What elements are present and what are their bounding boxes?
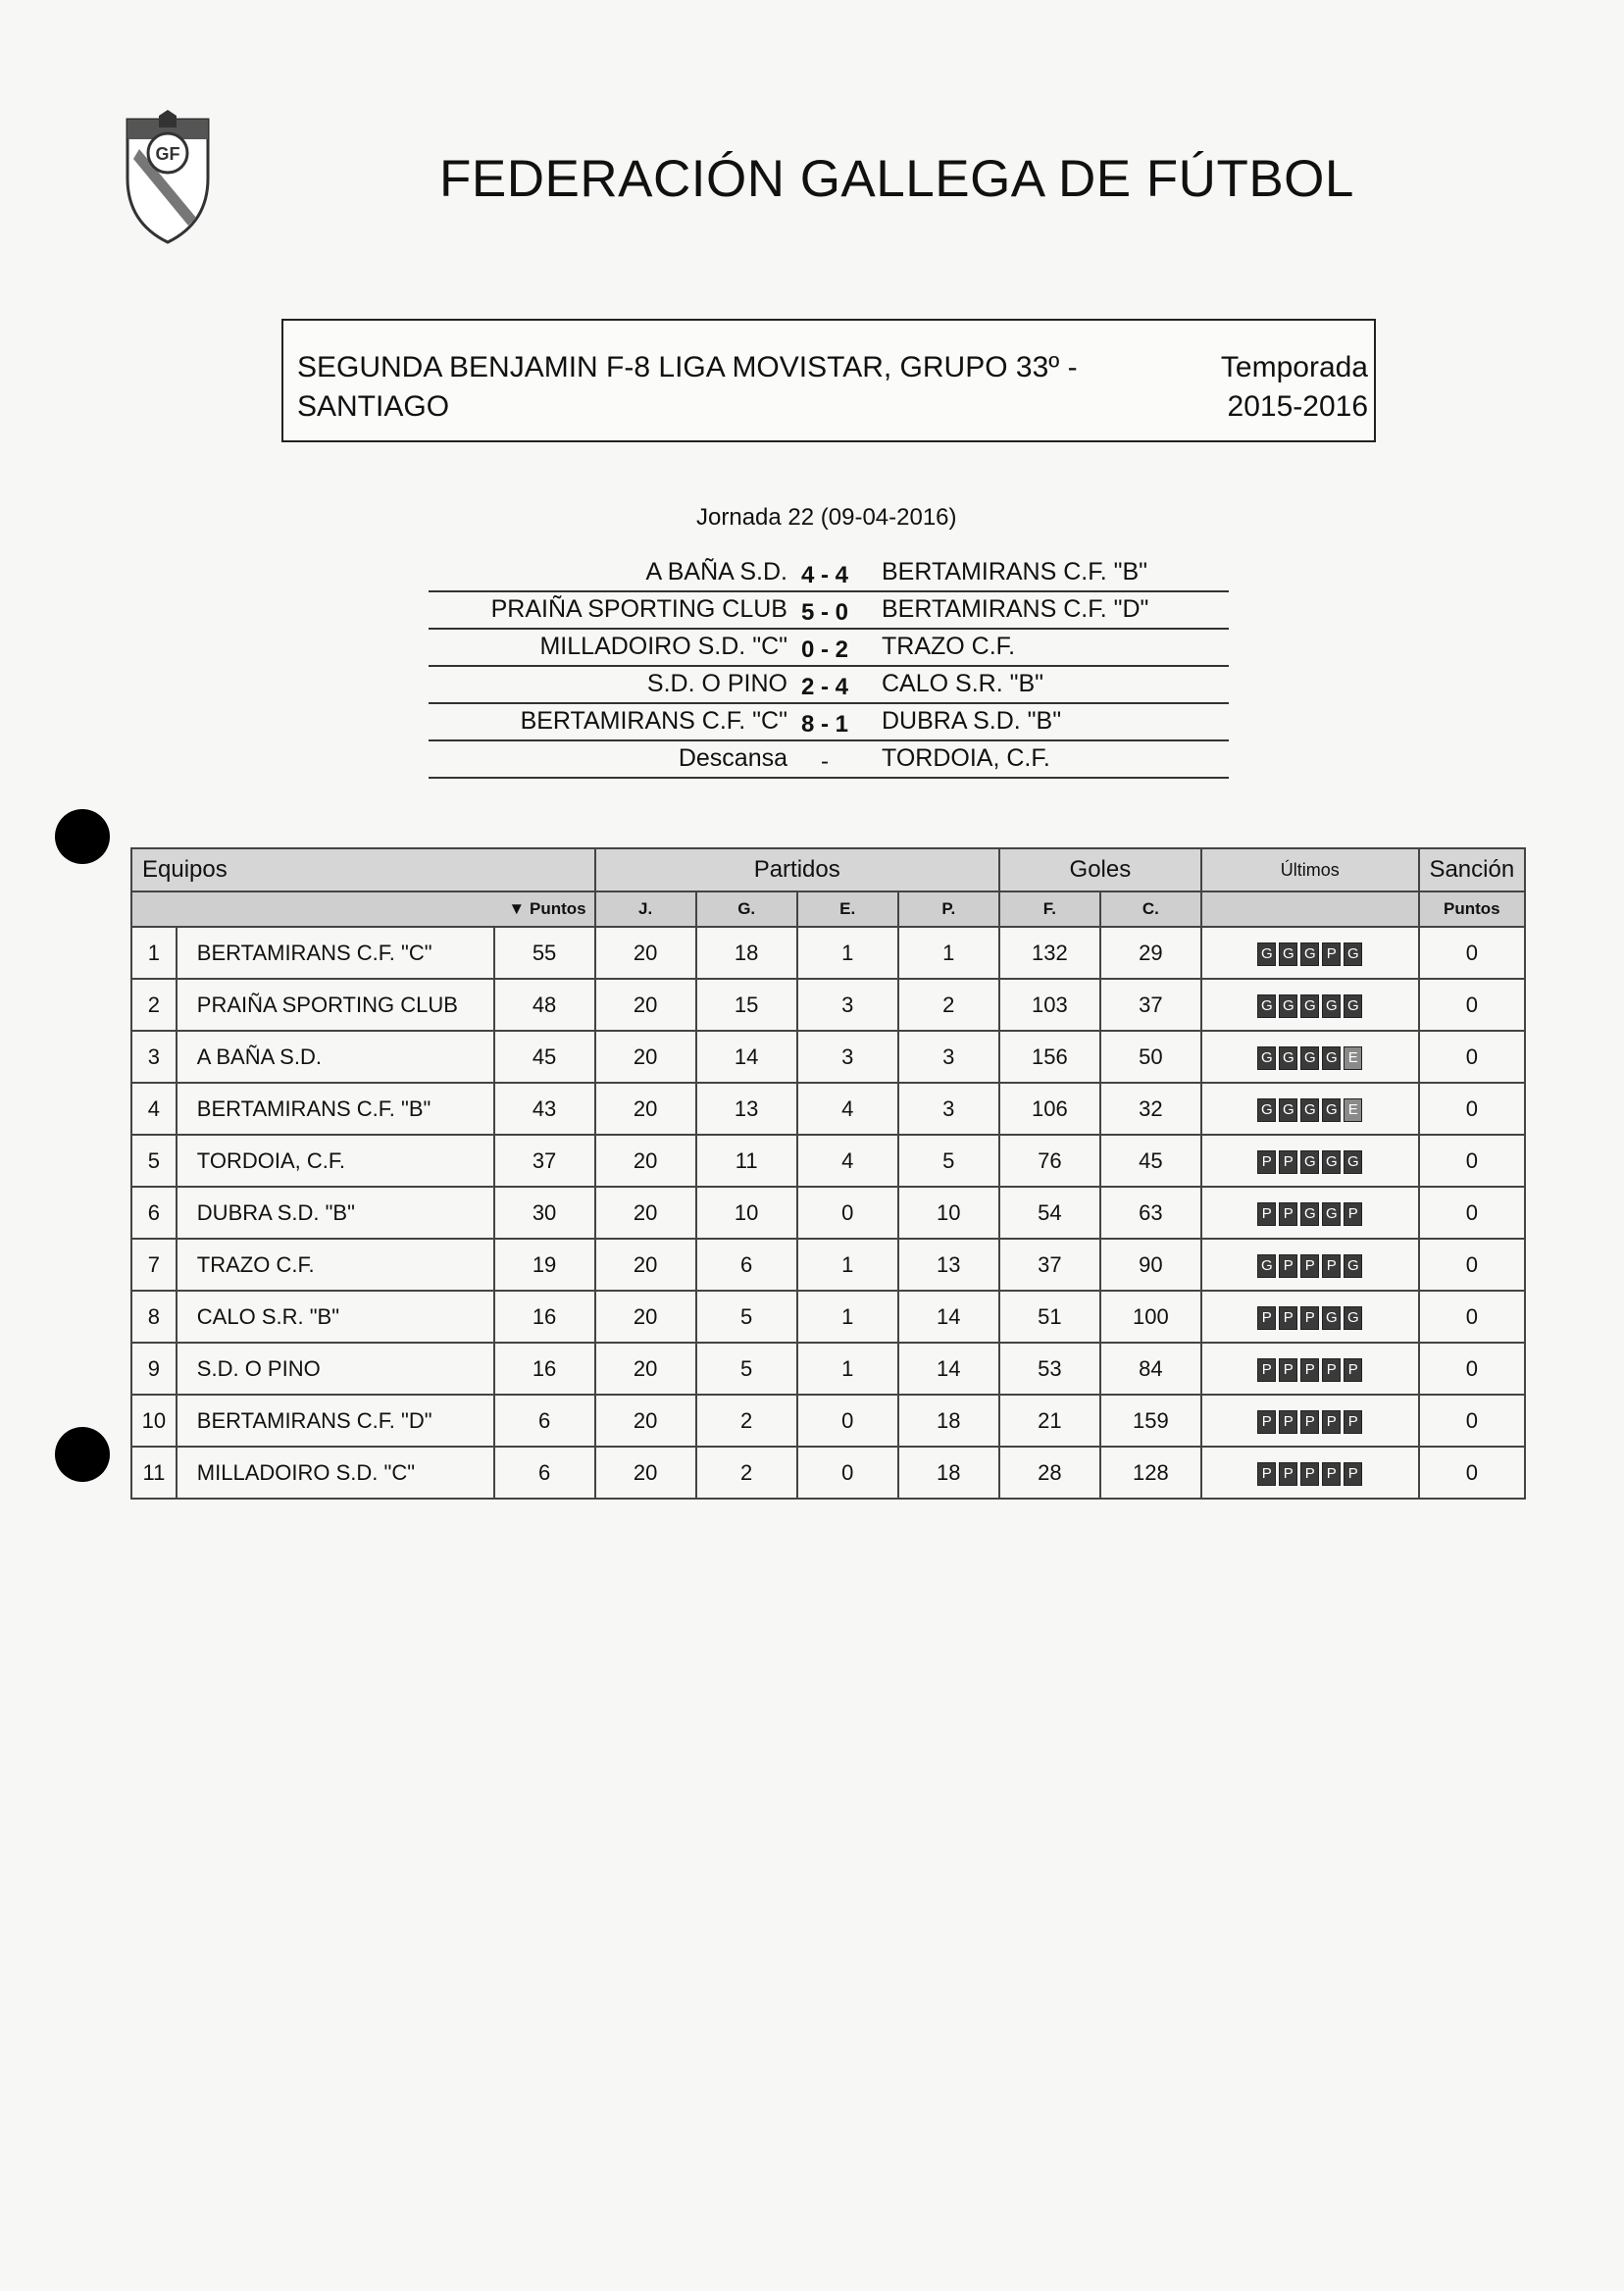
punch-hole — [55, 809, 110, 864]
form-badge: P — [1344, 1358, 1362, 1382]
last-results-cell — [1201, 927, 1419, 979]
form-badge: G — [1257, 942, 1276, 966]
form-badge: P — [1300, 1462, 1319, 1486]
form-badge: G — [1257, 1046, 1276, 1070]
goals-against-cell: 45 — [1100, 1135, 1201, 1187]
last-results-cell — [1201, 1187, 1419, 1239]
last-results-cell — [1201, 1083, 1419, 1135]
form-badge: P — [1344, 1410, 1362, 1434]
page-title: FEDERACIÓN GALLEGA DE FÚTBOL — [439, 150, 1354, 208]
form-badge: G — [1344, 1150, 1362, 1174]
home-team: Descansa — [678, 744, 787, 772]
lost-cell: 14 — [898, 1343, 999, 1395]
won-cell: 13 — [696, 1083, 797, 1135]
matchday-title: Jornada 22 (09-04-2016) — [696, 504, 957, 531]
form-badge: P — [1279, 1410, 1297, 1434]
match-score: 0 - 2 — [800, 636, 849, 663]
home-team: BERTAMIRANS C.F. "C" — [520, 707, 787, 735]
form-badge: G — [1344, 994, 1362, 1018]
form-badge: P — [1257, 1410, 1276, 1434]
away-team: BERTAMIRANS C.F. "B" — [882, 558, 1148, 585]
last-results-cell — [1201, 1031, 1419, 1083]
lost-cell: 18 — [898, 1447, 999, 1499]
played-cell: 20 — [595, 1031, 696, 1083]
goals-against-cell: 90 — [1100, 1239, 1201, 1291]
points-cell: 30 — [494, 1187, 595, 1239]
sanction-cell: 0 — [1419, 1135, 1525, 1187]
team-cell: CALO S.R. "B" — [177, 1291, 494, 1343]
played-cell: 20 — [595, 1447, 696, 1499]
team-cell: BERTAMIRANS C.F. "B" — [177, 1083, 494, 1135]
sanction-cell: 0 — [1419, 1239, 1525, 1291]
won-cell: 5 — [696, 1291, 797, 1343]
goals-for-cell: 156 — [999, 1031, 1100, 1083]
form-badge: P — [1279, 1462, 1297, 1486]
form-badge: P — [1257, 1358, 1276, 1382]
table-row — [131, 1031, 1525, 1083]
form-badge: P — [1300, 1410, 1319, 1434]
form-badge: E — [1344, 1046, 1362, 1070]
goals-for-cell: 106 — [999, 1083, 1100, 1135]
won-cell: 2 — [696, 1395, 797, 1447]
lost-cell: 13 — [898, 1239, 999, 1291]
form-badge: P — [1279, 1358, 1297, 1382]
position-cell: 3 — [131, 1031, 177, 1083]
column-won: G. — [696, 891, 797, 927]
column-played: J. — [595, 891, 696, 927]
season-value: 2015-2016 — [1227, 390, 1368, 423]
sanction-cell: 0 — [1419, 1395, 1525, 1447]
sanction-cell: 0 — [1419, 1291, 1525, 1343]
sanction-cell: 0 — [1419, 1083, 1525, 1135]
form-badges — [1257, 1150, 1362, 1174]
table-row — [131, 1343, 1525, 1395]
header-matches: Partidos — [595, 848, 999, 891]
position-cell: 6 — [131, 1187, 177, 1239]
sort-down-icon: ▼ — [508, 899, 526, 918]
team-cell: A BAÑA S.D. — [177, 1031, 494, 1083]
form-badge: P — [1279, 1306, 1297, 1330]
drawn-cell: 3 — [797, 1031, 898, 1083]
form-badge: G — [1279, 994, 1297, 1018]
points-cell: 19 — [494, 1239, 595, 1291]
played-cell: 20 — [595, 1135, 696, 1187]
team-cell: S.D. O PINO — [177, 1343, 494, 1395]
match-score: 5 - 0 — [800, 599, 849, 626]
form-badge: P — [1257, 1202, 1276, 1226]
form-badge: P — [1257, 1150, 1276, 1174]
table-row — [131, 979, 1525, 1031]
won-cell: 6 — [696, 1239, 797, 1291]
team-cell: PRAIÑA SPORTING CLUB — [177, 979, 494, 1031]
form-badge: G — [1300, 1098, 1319, 1122]
lost-cell: 18 — [898, 1395, 999, 1447]
form-badge: G — [1322, 1150, 1341, 1174]
form-badge: G — [1300, 1046, 1319, 1070]
goals-for-cell: 132 — [999, 927, 1100, 979]
match-score: 8 - 1 — [800, 711, 849, 738]
competition-box — [281, 319, 1376, 442]
sanction-cell: 0 — [1419, 927, 1525, 979]
form-badge: P — [1300, 1306, 1319, 1330]
goals-for-cell: 103 — [999, 979, 1100, 1031]
drawn-cell: 0 — [797, 1187, 898, 1239]
won-cell: 15 — [696, 979, 797, 1031]
goals-for-cell: 54 — [999, 1187, 1100, 1239]
standings-table — [130, 847, 1526, 1500]
points-cell: 6 — [494, 1395, 595, 1447]
played-cell: 20 — [595, 927, 696, 979]
form-badge: G — [1322, 1306, 1341, 1330]
result-row — [429, 667, 1229, 704]
form-badge: G — [1257, 994, 1276, 1018]
form-badge: G — [1322, 1202, 1341, 1226]
svg-text:GF: GF — [155, 144, 180, 164]
form-badge: P — [1279, 1254, 1297, 1278]
team-cell: BERTAMIRANS C.F. "D" — [177, 1395, 494, 1447]
drawn-cell: 1 — [797, 1343, 898, 1395]
points-cell: 43 — [494, 1083, 595, 1135]
away-team: BERTAMIRANS C.F. "D" — [882, 595, 1149, 623]
drawn-cell: 4 — [797, 1135, 898, 1187]
table-row — [131, 1291, 1525, 1343]
points-cell: 6 — [494, 1447, 595, 1499]
last-results-cell — [1201, 1239, 1419, 1291]
goals-against-cell: 37 — [1100, 979, 1201, 1031]
form-badge: G — [1344, 942, 1362, 966]
form-badge: P — [1322, 1358, 1341, 1382]
competition-name: SEGUNDA BENJAMIN F-8 LIGA MOVISTAR, GRUPO 33º - SANTIAGO — [297, 351, 1078, 423]
won-cell: 5 — [696, 1343, 797, 1395]
team-cell: DUBRA S.D. "B" — [177, 1187, 494, 1239]
table-row — [131, 927, 1525, 979]
sanction-cell: 0 — [1419, 1447, 1525, 1499]
position-cell: 5 — [131, 1135, 177, 1187]
drawn-cell: 1 — [797, 1291, 898, 1343]
form-badge: E — [1344, 1098, 1362, 1122]
position-cell: 4 — [131, 1083, 177, 1135]
sanction-cell: 0 — [1419, 1031, 1525, 1083]
points-cell: 16 — [494, 1291, 595, 1343]
form-badge: P — [1322, 1462, 1341, 1486]
form-badges — [1257, 1410, 1362, 1434]
won-cell: 11 — [696, 1135, 797, 1187]
drawn-cell: 1 — [797, 1239, 898, 1291]
drawn-cell: 1 — [797, 927, 898, 979]
away-team: TRAZO C.F. — [882, 633, 1016, 660]
form-badges — [1257, 1462, 1362, 1486]
position-cell: 1 — [131, 927, 177, 979]
home-team: S.D. O PINO — [646, 670, 787, 697]
lost-cell: 3 — [898, 1083, 999, 1135]
table-row — [131, 1187, 1525, 1239]
result-row — [429, 630, 1229, 667]
points-cell: 37 — [494, 1135, 595, 1187]
goals-against-cell: 29 — [1100, 927, 1201, 979]
form-badge: G — [1279, 1046, 1297, 1070]
column-lost: P. — [898, 891, 999, 927]
last-results-cell — [1201, 1135, 1419, 1187]
goals-against-cell: 63 — [1100, 1187, 1201, 1239]
table-row — [131, 1447, 1525, 1499]
form-badge: P — [1257, 1306, 1276, 1330]
drawn-cell: 0 — [797, 1395, 898, 1447]
form-badge: P — [1322, 942, 1341, 966]
form-badges — [1257, 1046, 1362, 1070]
result-row — [429, 555, 1229, 592]
points-cell: 16 — [494, 1343, 595, 1395]
form-badge: G — [1344, 1254, 1362, 1278]
position-cell: 2 — [131, 979, 177, 1031]
result-row — [429, 741, 1229, 779]
played-cell: 20 — [595, 1343, 696, 1395]
form-badge: G — [1322, 1046, 1341, 1070]
last-results-cell — [1201, 979, 1419, 1031]
lost-cell: 5 — [898, 1135, 999, 1187]
column-points-label: Puntos — [529, 899, 586, 918]
home-team: A BAÑA S.D. — [645, 558, 787, 585]
header-sanction: Sanción — [1419, 848, 1525, 891]
won-cell: 14 — [696, 1031, 797, 1083]
goals-against-cell: 128 — [1100, 1447, 1201, 1499]
last-results-cell — [1201, 1447, 1419, 1499]
form-badge: G — [1344, 1306, 1362, 1330]
form-badge: G — [1322, 994, 1341, 1018]
column-goals-against: C. — [1100, 891, 1201, 927]
last-results-cell — [1201, 1395, 1419, 1447]
played-cell: 20 — [595, 1291, 696, 1343]
form-badges — [1257, 1358, 1362, 1382]
form-badge: P — [1344, 1462, 1362, 1486]
lost-cell: 10 — [898, 1187, 999, 1239]
match-score: 2 - 4 — [800, 674, 849, 700]
points-cell: 45 — [494, 1031, 595, 1083]
table-row — [131, 1395, 1525, 1447]
table-row — [131, 1239, 1525, 1291]
form-badge: G — [1257, 1098, 1276, 1122]
season-info — [1221, 348, 1368, 427]
lost-cell: 14 — [898, 1291, 999, 1343]
last-results-cell — [1201, 1343, 1419, 1395]
away-team: DUBRA S.D. "B" — [882, 707, 1062, 735]
form-badges — [1257, 1098, 1362, 1122]
table-row — [131, 1135, 1525, 1187]
won-cell: 10 — [696, 1187, 797, 1239]
goals-for-cell: 28 — [999, 1447, 1100, 1499]
form-badge: P — [1279, 1202, 1297, 1226]
form-badge: P — [1257, 1462, 1276, 1486]
form-badge: G — [1300, 942, 1319, 966]
column-goals-for: F. — [999, 891, 1100, 927]
header-teams: Equipos — [131, 848, 595, 891]
goals-against-cell: 100 — [1100, 1291, 1201, 1343]
goals-against-cell: 159 — [1100, 1395, 1201, 1447]
goals-for-cell: 51 — [999, 1291, 1100, 1343]
form-badge: P — [1344, 1202, 1362, 1226]
form-badge: G — [1300, 1202, 1319, 1226]
won-cell: 2 — [696, 1447, 797, 1499]
team-cell: MILLADOIRO S.D. "C" — [177, 1447, 494, 1499]
header-last: Últimos — [1201, 848, 1419, 891]
form-badge: G — [1257, 1254, 1276, 1278]
match-score: 4 - 4 — [800, 562, 849, 588]
played-cell: 20 — [595, 1083, 696, 1135]
position-cell: 9 — [131, 1343, 177, 1395]
column-last-empty — [1201, 891, 1419, 927]
drawn-cell: 4 — [797, 1083, 898, 1135]
form-badge: G — [1300, 994, 1319, 1018]
home-team: PRAIÑA SPORTING CLUB — [490, 595, 787, 623]
last-results-cell — [1201, 1291, 1419, 1343]
column-points[interactable] — [131, 891, 595, 927]
form-badge: P — [1300, 1358, 1319, 1382]
lost-cell: 2 — [898, 979, 999, 1031]
header-goals: Goles — [999, 848, 1201, 891]
won-cell: 18 — [696, 927, 797, 979]
form-badge: G — [1322, 1098, 1341, 1122]
form-badges — [1257, 1306, 1362, 1330]
form-badge: G — [1279, 942, 1297, 966]
played-cell: 20 — [595, 979, 696, 1031]
form-badges — [1257, 942, 1362, 966]
played-cell: 20 — [595, 1187, 696, 1239]
column-sanction-points: Puntos — [1419, 891, 1525, 927]
federation-crest-logo — [120, 110, 216, 247]
goals-for-cell: 21 — [999, 1395, 1100, 1447]
form-badges — [1257, 1254, 1362, 1278]
form-badge: P — [1322, 1254, 1341, 1278]
table-row — [131, 1083, 1525, 1135]
sanction-cell: 0 — [1419, 1187, 1525, 1239]
form-badges — [1257, 1202, 1362, 1226]
form-badges — [1257, 994, 1362, 1018]
team-cell: TRAZO C.F. — [177, 1239, 494, 1291]
team-cell: BERTAMIRANS C.F. "C" — [177, 927, 494, 979]
match-score: - — [821, 748, 829, 775]
points-cell: 55 — [494, 927, 595, 979]
sanction-cell: 0 — [1419, 1343, 1525, 1395]
team-cell: TORDOIA, C.F. — [177, 1135, 494, 1187]
form-badge: P — [1322, 1410, 1341, 1434]
points-cell: 48 — [494, 979, 595, 1031]
goals-against-cell: 84 — [1100, 1343, 1201, 1395]
position-cell: 7 — [131, 1239, 177, 1291]
punch-hole — [55, 1427, 110, 1482]
season-label: Temporada — [1220, 351, 1368, 383]
lost-cell: 3 — [898, 1031, 999, 1083]
goals-for-cell: 76 — [999, 1135, 1100, 1187]
lost-cell: 1 — [898, 927, 999, 979]
column-drawn: E. — [797, 891, 898, 927]
sanction-cell: 0 — [1419, 979, 1525, 1031]
position-cell: 10 — [131, 1395, 177, 1447]
goals-for-cell: 37 — [999, 1239, 1100, 1291]
form-badge: G — [1300, 1150, 1319, 1174]
home-team: MILLADOIRO S.D. "C" — [539, 633, 787, 660]
played-cell: 20 — [595, 1395, 696, 1447]
form-badge: P — [1279, 1150, 1297, 1174]
drawn-cell: 3 — [797, 979, 898, 1031]
away-team: TORDOIA, C.F. — [882, 744, 1050, 772]
result-row — [429, 704, 1229, 741]
goals-against-cell: 50 — [1100, 1031, 1201, 1083]
position-cell: 8 — [131, 1291, 177, 1343]
form-badge: P — [1300, 1254, 1319, 1278]
drawn-cell: 0 — [797, 1447, 898, 1499]
played-cell: 20 — [595, 1239, 696, 1291]
form-badge: G — [1279, 1098, 1297, 1122]
goals-for-cell: 53 — [999, 1343, 1100, 1395]
position-cell: 11 — [131, 1447, 177, 1499]
goals-against-cell: 32 — [1100, 1083, 1201, 1135]
away-team: CALO S.R. "B" — [882, 670, 1044, 697]
result-row — [429, 592, 1229, 630]
match-results — [429, 555, 1229, 779]
